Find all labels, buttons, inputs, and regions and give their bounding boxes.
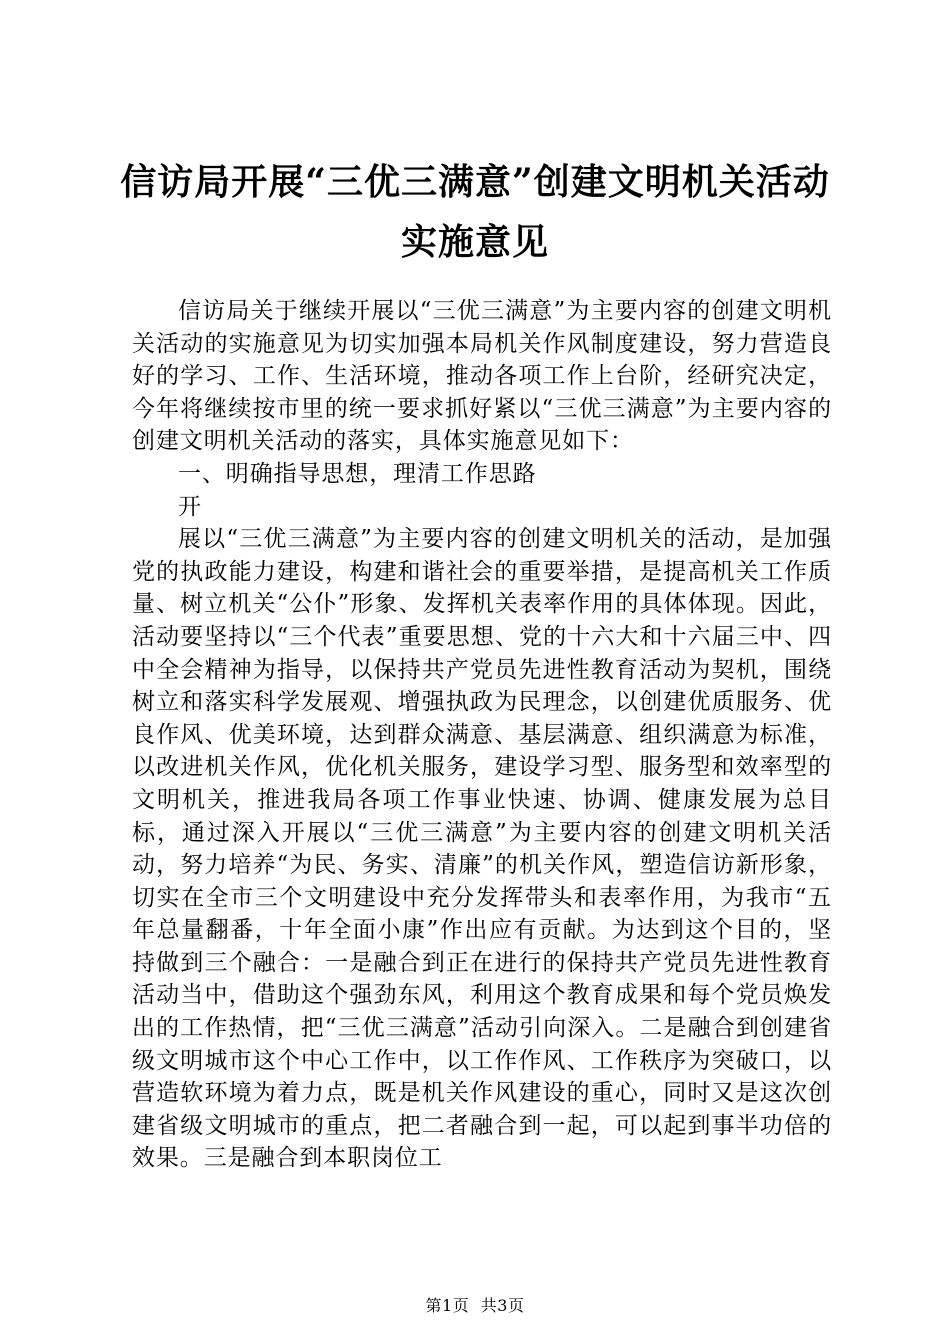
document-body <box>132 295 832 1175</box>
page-footer <box>0 1296 950 1316</box>
section-heading-1: 一、明确指导思想，理清工作思路 <box>178 460 537 487</box>
document-title-line1: 信访局开展“三优三满意”创建文明机关活动 <box>120 161 830 203</box>
paragraph-intro: 信访局关于继续开展以“三优三满意”为主要内容的创建文明机关活动的实施意见为切实加强本局机关作风制度建设，努力营造良好的学习、工作、生活环境，推动各项工作上台阶，经研究决定，今年将继续按市里的统一要求抓好紧以“三优三满意”为主要内容的创建文明机关活动的落实，具体实施意见如下： <box>132 298 832 455</box>
page-number: 第1页 <box>425 1296 470 1315</box>
page-total: 共3页 <box>480 1296 525 1315</box>
paragraph-guiding-thought: 展以“三优三满意”为主要内容的创建文明机关的活动，是加强党的执政能力建设，构建和谐社会的重要举措，是提高机关工作质量、树立机关“公仆”形象、发挥机关表率作用的具体体现。因此，活动要坚持以“三个代表”重要思想、党的十六大和十六届三中、四中全会精神为指导，以保持共产党员先进性教育活动为契机，围绕树立和落实科学发展观、增强执政为民理念，以创建优质服务、优良作风、优美环境，达到群众满意、基层满意、组织满意为标准，以改进机关作风，优化机关服务，建设学习型、服务型和效率型的文明机关，推进我局各项工作事业快速、协调、健康发展为总目标，通过深入开展以“三优三满意”为主要内容的创建文明机关活动，努力培养“为民、务实、清廉”的机关作风，塑造信访新形象，切实在全市三个文明建设中充分发挥带头和表率作用，为我市“五年总量翻番，十年全面小康”作出应有贡献。为达到这个目的，坚持做到三个融合：一是融合到正在进行的保持共产党员先进性教育活动当中，借助这个强劲东风，利用这个教育成果和每个党员焕发出的工作热情，把“三优三满意”活动引向深入。二是融合到创建省级文明城市这个中心工作中，以工作作风、工作秩序为突破口，以营造软环境为着力点，既是机关作风建设的重心，同时又是这次创建省级文明城市的重点，把二者融合到一起，可以起到事半功倍的效果。三是融合到本职岗位工 <box>132 526 832 1172</box>
paragraph-fragment: 开 <box>178 493 202 520</box>
document-title-line2: 实施意见 <box>400 221 549 263</box>
